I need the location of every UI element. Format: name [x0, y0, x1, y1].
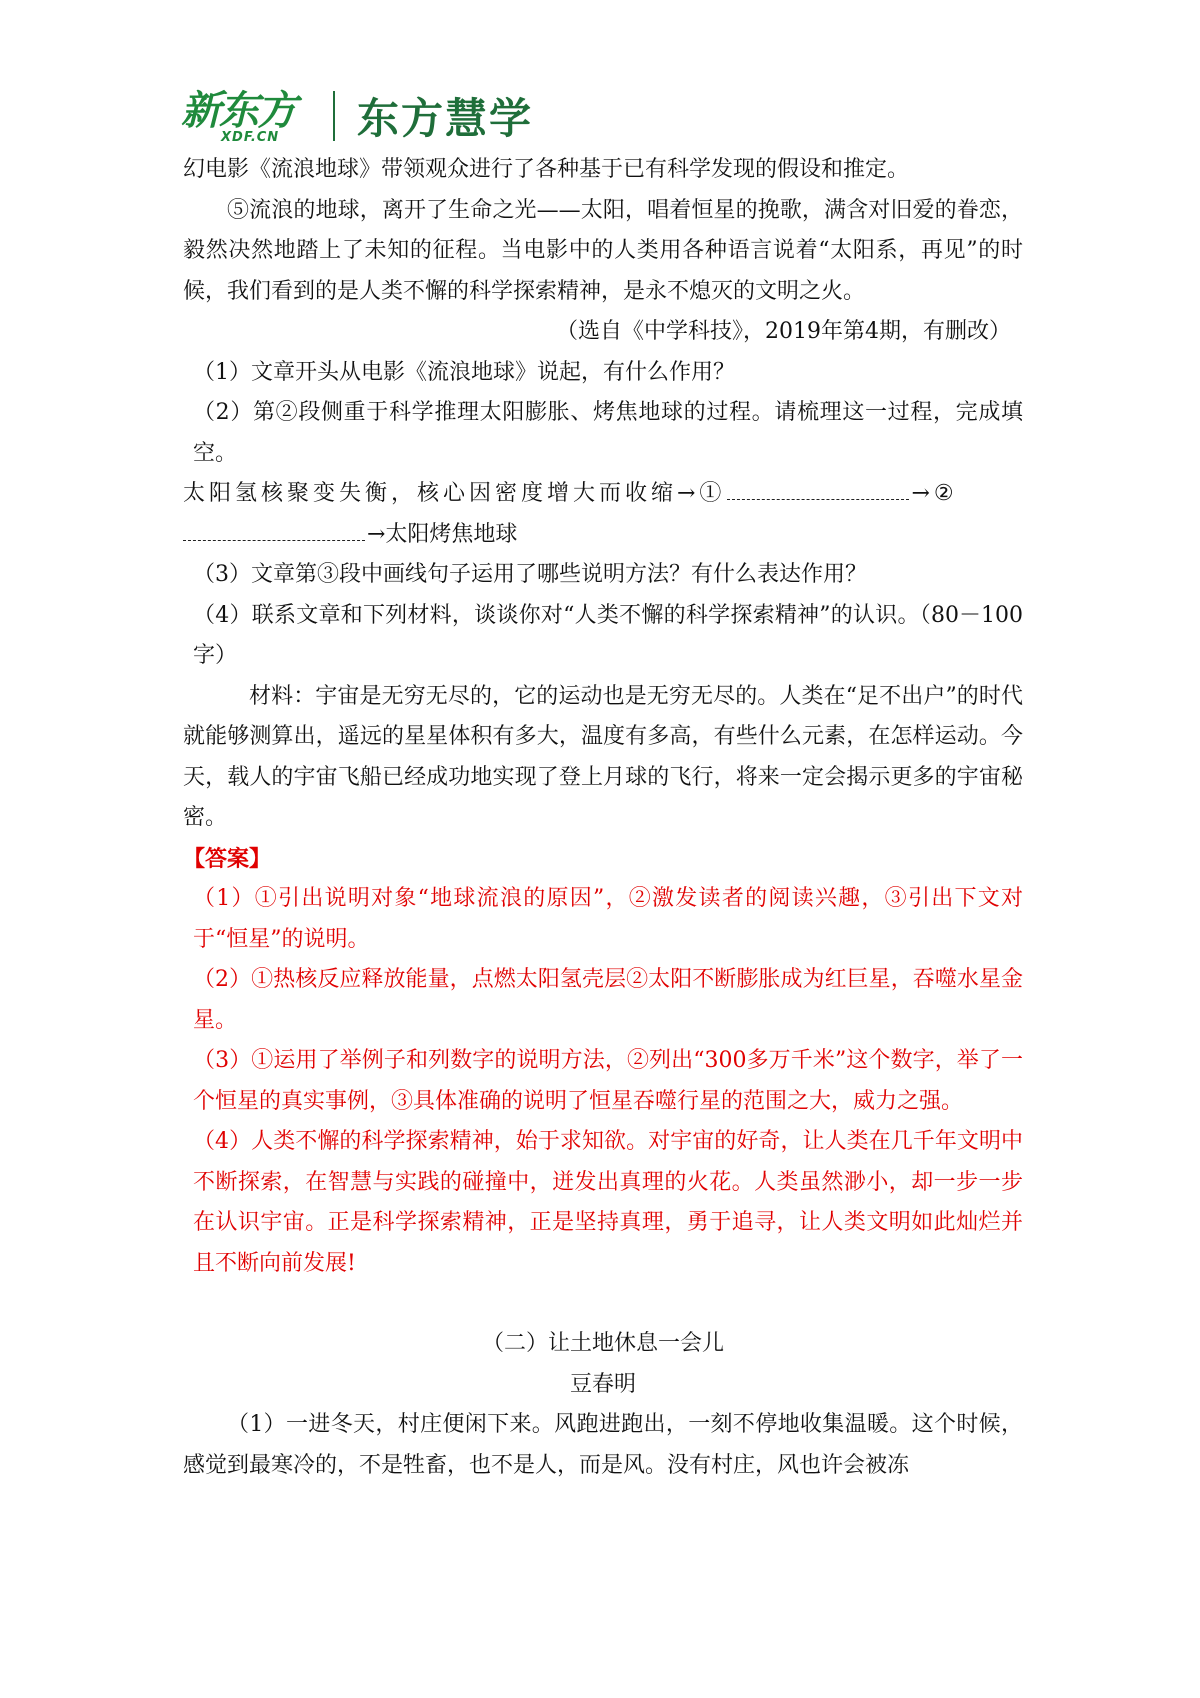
passage2-title: （二）让土地休息一会儿: [481, 1331, 724, 1356]
passage-paragraph-5: ⑤流浪的地球，离开了生命之光——太阳，唱着恒星的挽歌，满含对旧爱的眷恋，毅然决然地踏上了未知的征程。当电影中的人类用各种语言说着“太阳系，再见”的时候，我们看到的是人类不懈的科学探索精神，是永不熄灭的文明之火。: [183, 197, 1023, 304]
fill-in-blank-line: [183, 474, 1023, 515]
passage2-paragraph-1: （1）一进冬天，村庄便闲下来。风跑进跑出，一刻不停地收集温暖。这个时候，感觉到最寒冷的，不是牲畜，也不是人，而是风。没有村庄，风也许会被冻: [183, 1412, 1023, 1478]
blank-2[interactable]: [183, 518, 365, 541]
section-gap: [183, 1284, 1023, 1324]
fill-in-blank-line-2: [183, 515, 1023, 556]
answer-3: （3）①运用了举例子和列数字的说明方法，②列出“300多万千米”这个数字，举了一个恒星的真实事例，③具体准确的说明了恒星吞噬行星的范围之大，威力之强。: [193, 1048, 1023, 1114]
xdf-logo: [181, 86, 313, 146]
question-3: （3）文章第③段中画线句子运用了哪些说明方法？有什么表达作用？: [193, 562, 867, 587]
header-logo: [181, 86, 533, 146]
material-paragraph: 材料：宇宙是无穷无尽的，它的运动也是无穷无尽的。人类在“足不出户”的时代就能够测算出，遥远的星星体积有多大，温度有多高，有些什么元素，在怎样运动。今天，载人的宇宙飞船已经成功地实现了登上月球的飞行，将来一定会揭示更多的宇宙秘密。: [183, 683, 1023, 830]
answer-1: （1）①引出说明对象“地球流浪的原因”，②激发读者的阅读兴趣，③引出下文对于“恒星”的说明。: [193, 886, 1023, 952]
answer-2: （2）①热核反应释放能量，点燃太阳氢壳层②太阳不断膨胀成为红巨星，吞噬水星金星。: [193, 967, 1023, 1033]
passage-continued-line: 幻电影《流浪地球》带领观众进行了各种基于已有科学发现的假设和推定。: [183, 157, 910, 182]
passage2-author: 豆春明: [569, 1371, 636, 1397]
fill-start: 太阳氢核聚变失衡，核心因密度增大而收缩→①: [183, 481, 726, 506]
question-4: （4）联系文章和下列材料，谈谈你对“人类不懈的科学探索精神”的认识。（80－100字）: [193, 602, 1023, 668]
logo-sub-text: XDF.CN: [221, 130, 280, 145]
logo-divider: [333, 91, 335, 141]
answer-4: （4）人类不懈的科学探索精神，始于求知欲。对宇宙的好奇，让人类在几千年文明中不断探索，在智慧与实践的碰撞中，迸发出真理的火花。人类虽然渺小，却一步一步在认识宇宙。正是科学探索精神，正是坚持真理，勇于追寻，让人类文明如此灿烂并且不断向前发展!: [193, 1129, 1023, 1276]
fill-mid: →②: [911, 481, 958, 506]
answer-heading: 【答案】: [183, 845, 272, 872]
blank-1[interactable]: [727, 477, 909, 500]
question-2: （2）第②段侧重于科学推理太阳膨胀、烤焦地球的过程。请梳理这一过程，完成填空。: [193, 400, 1023, 466]
fill-end: →太阳烤焦地球: [367, 521, 518, 547]
passage-source: （选自《中学科技》，2019年第4期，有删改）: [556, 319, 1011, 344]
question-1: （1）文章开头从电影《流浪地球》说起，有什么作用？: [193, 359, 735, 385]
logo-title: 东方慧学: [357, 94, 534, 143]
document-body: [183, 150, 1023, 1486]
logo-main-text: 新东方: [181, 88, 295, 134]
